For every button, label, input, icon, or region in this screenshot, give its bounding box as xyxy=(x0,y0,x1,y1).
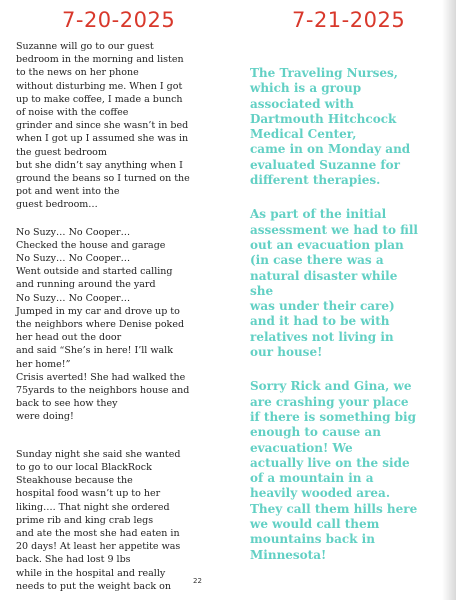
text-line: prime rib and king crab legs xyxy=(16,514,154,526)
text-line: were doing! xyxy=(16,411,74,423)
text-line: came in on Monday and xyxy=(250,142,411,157)
left-paragraph-2 xyxy=(16,226,232,424)
text-line: relatives not living in xyxy=(250,329,394,344)
text-line: and running around the yard xyxy=(16,279,156,291)
text-line: our house! xyxy=(250,345,323,360)
text-line: hospital food wasn’t up to her xyxy=(16,488,161,500)
text-line: back. She had lost 9 lbs xyxy=(16,554,131,566)
text-line: No Suzy… No Cooper… xyxy=(16,292,131,304)
page-number: 22 xyxy=(193,577,202,585)
text-line: but she didn’t say anything when I xyxy=(16,159,183,171)
text-line: (in case there was a xyxy=(250,253,384,268)
text-line: 75yards to the neighbors house and xyxy=(16,385,190,397)
text-line: Dartmouth Hitchcock xyxy=(250,111,397,126)
text-line: while in the hospital and really xyxy=(16,567,166,579)
left-date-heading: 7-20-2025 xyxy=(62,8,176,32)
text-line: up to make coffee, I made a bunch xyxy=(16,93,183,105)
text-line: No Suzy… No Cooper… xyxy=(16,226,131,238)
text-line: Crisis averted! She had walked the xyxy=(16,371,186,383)
text-line: she xyxy=(250,283,274,298)
text-line: liking…. That night she ordered xyxy=(16,501,170,513)
text-line: are crashing your place xyxy=(250,394,409,409)
text-line: Suzanne will go to our guest xyxy=(16,41,154,52)
text-line: assessment we had to fill xyxy=(250,222,418,237)
text-line: to go to our local BlackRock xyxy=(16,461,152,473)
text-line: to the news on her phone xyxy=(16,67,139,79)
text-line: pot and went into the xyxy=(16,186,120,198)
text-line: Sorry Rick and Gina, we xyxy=(250,379,412,394)
text-line: needs to put the weight back on xyxy=(16,580,172,592)
text-line: As part of the initial xyxy=(250,207,387,222)
text-line: actually live on the side xyxy=(250,455,410,470)
text-line: Steakhouse because the xyxy=(16,475,133,487)
left-paragraph-3 xyxy=(16,448,232,593)
text-line: Jumped in my car and drove up to xyxy=(16,305,180,317)
text-line: back to see how they xyxy=(16,398,118,410)
text-line: we would call them xyxy=(250,517,380,532)
text-line: which is a group xyxy=(250,81,362,96)
text-line: if there is something big xyxy=(250,409,416,424)
text-line: 20 days! At least her appetite was xyxy=(16,541,181,553)
left-paragraph-1 xyxy=(16,40,232,212)
text-line: associated with xyxy=(250,96,354,111)
text-line: out an evacuation plan xyxy=(250,237,404,252)
text-line: They call them hills here xyxy=(250,501,418,516)
text-line: and ate the most she had eaten in xyxy=(16,527,180,539)
text-line: different therapies. xyxy=(250,173,381,188)
text-line: evaluated Suzanne for xyxy=(250,157,400,172)
text-line: Went outside and started calling xyxy=(16,266,173,278)
text-line: when I got up I assumed she was in xyxy=(16,133,189,145)
text-line: without disturbing me. When I got xyxy=(16,80,183,92)
text-line: No Suzy… No Cooper… xyxy=(16,253,131,265)
text-line: grinder and since she wasn’t in bed xyxy=(16,120,189,132)
text-line: of a mountain in a xyxy=(250,471,374,486)
text-line: natural disaster while xyxy=(250,268,398,283)
right-paragraph-2 xyxy=(250,207,450,360)
text-line: enough to cause an xyxy=(250,425,381,440)
text-line: and it had to be with xyxy=(250,314,390,329)
text-line: Medical Center, xyxy=(250,127,357,142)
text-line: Minnesota! xyxy=(250,547,327,562)
text-line: her head out the door xyxy=(16,332,122,344)
text-line: mountains back in xyxy=(250,532,375,547)
text-line: Checked the house and garage xyxy=(16,239,166,251)
text-line: the neighbors where Denise poked xyxy=(16,319,185,331)
left-journal-column xyxy=(16,40,232,593)
text-line: the guest bedroom xyxy=(16,146,107,158)
text-line: of noise with the coffee xyxy=(16,107,129,119)
right-paragraph-3 xyxy=(250,379,450,563)
right-journal-column xyxy=(250,66,450,563)
text-line: was under their care) xyxy=(250,299,395,314)
text-line: guest bedroom… xyxy=(16,199,98,211)
text-line: her home!” xyxy=(16,358,71,370)
text-line: evacuation! We xyxy=(250,440,353,455)
text-line: and said “She’s in here! I’ll walk xyxy=(16,345,173,357)
text-line: bedroom in the morning and listen xyxy=(16,54,184,66)
text-line: The Traveling Nurses, xyxy=(250,66,398,80)
right-paragraph-1 xyxy=(250,66,450,188)
text-line: ground the beans so I turned on the xyxy=(16,173,190,185)
right-date-heading: 7-21-2025 xyxy=(292,8,406,32)
text-line: Sunday night she said she wanted xyxy=(16,448,181,460)
text-line: heavily wooded area. xyxy=(250,486,390,501)
